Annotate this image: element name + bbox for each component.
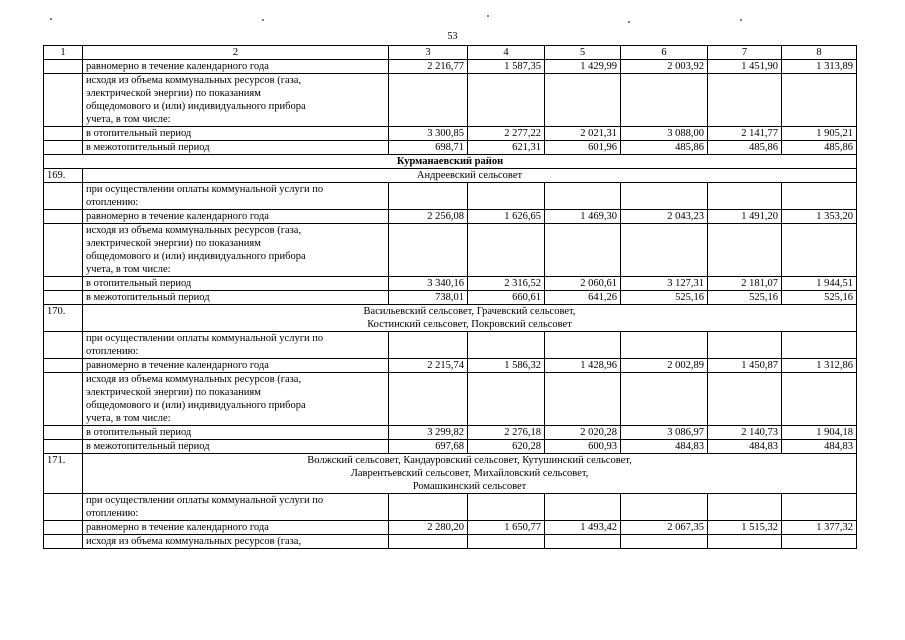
value-cell: [545, 183, 621, 210]
value-cell: 621,31: [468, 141, 545, 155]
value-cell: 1 650,77: [468, 521, 545, 535]
value-cell: 1 491,20: [708, 210, 782, 224]
row-number-cell: [44, 521, 83, 535]
label-line: при осуществлении оплаты коммунальной услуги по: [86, 333, 324, 344]
value-cell: [708, 224, 782, 277]
row-number-cell: [44, 373, 83, 426]
table-row: [44, 494, 857, 521]
label-line: исходя из объема коммунальных ресурсов (газа,: [86, 75, 302, 86]
row-number-cell: [44, 210, 83, 224]
value-cell: 1 515,32: [708, 521, 782, 535]
value-cell: [782, 224, 857, 277]
value-cell: 2 316,52: [468, 277, 545, 291]
payment-mode-label: [83, 332, 389, 359]
settlement-line: Костинский сельсовет, Покровский сельсовет: [367, 319, 572, 330]
value-cell: 1 451,90: [708, 60, 782, 74]
value-cell: [621, 494, 708, 521]
off-heating-period-label: в межотопительный период: [83, 440, 389, 454]
value-cell: 1 586,32: [468, 359, 545, 373]
value-cell: [545, 494, 621, 521]
value-cell: [621, 224, 708, 277]
value-cell: [621, 332, 708, 359]
value-cell: 484,83: [782, 440, 857, 454]
value-cell: 1 587,35: [468, 60, 545, 74]
value-cell: 484,83: [708, 440, 782, 454]
row-number-cell: [44, 291, 83, 305]
value-cell: [782, 494, 857, 521]
row-number-cell: [44, 494, 83, 521]
value-cell: 1 469,30: [545, 210, 621, 224]
value-cell: [545, 535, 621, 549]
value-cell: 600,93: [545, 440, 621, 454]
scan-speck: [50, 18, 52, 20]
value-cell: 1 313,89: [782, 60, 857, 74]
entry-number: 171.: [44, 454, 83, 494]
value-cell: 620,28: [468, 440, 545, 454]
value-cell: 485,86: [708, 141, 782, 155]
value-cell: [621, 535, 708, 549]
column-number-cell: 4: [468, 46, 545, 60]
value-cell: [708, 74, 782, 127]
value-cell: 1 626,65: [468, 210, 545, 224]
column-number-cell: 2: [83, 46, 389, 60]
value-cell: [468, 332, 545, 359]
value-cell: 525,16: [621, 291, 708, 305]
value-cell: 1 429,99: [545, 60, 621, 74]
meter-basis-label: [83, 535, 389, 549]
value-cell: 3 299,82: [389, 426, 468, 440]
value-cell: 2 003,92: [621, 60, 708, 74]
value-cell: 2 277,22: [468, 127, 545, 141]
value-cell: [389, 183, 468, 210]
value-cell: 2 256,08: [389, 210, 468, 224]
value-cell: [782, 332, 857, 359]
table-row: [44, 224, 857, 277]
row-number-cell: [44, 183, 83, 210]
value-cell: [389, 535, 468, 549]
value-cell: 3 086,97: [621, 426, 708, 440]
row-number-cell: [44, 60, 83, 74]
value-cell: 2 020,28: [545, 426, 621, 440]
label-line: электрической энергии) по показаниям: [86, 387, 261, 398]
value-cell: [389, 373, 468, 426]
row-number-cell: [44, 141, 83, 155]
value-cell: 2 181,07: [708, 277, 782, 291]
value-cell: [782, 74, 857, 127]
settlement-row: [44, 454, 857, 494]
value-cell: 2 067,35: [621, 521, 708, 535]
table-row: [44, 183, 857, 210]
value-cell: [389, 332, 468, 359]
value-cell: 3 300,85: [389, 127, 468, 141]
meter-basis-label: [83, 373, 389, 426]
settlement-names: [83, 454, 857, 494]
scan-speck: [262, 19, 264, 21]
heating-period-label: в отопительный период: [83, 277, 389, 291]
label-line: исходя из объема коммунальных ресурсов (газа,: [86, 225, 302, 236]
column-number-cell: 6: [621, 46, 708, 60]
settlement-row: [44, 169, 857, 183]
column-number-cell: 8: [782, 46, 857, 60]
value-cell: [621, 373, 708, 426]
value-cell: [782, 535, 857, 549]
value-cell: 738,01: [389, 291, 468, 305]
value-cell: [389, 74, 468, 127]
value-cell: 1 944,51: [782, 277, 857, 291]
value-cell: 1 353,20: [782, 210, 857, 224]
settlement-line: Волжский сельсовет, Кандауровский сельсовет, Кутушинский сельсовет,: [307, 455, 632, 466]
table-row: [44, 74, 857, 127]
label-line: электрической энергии) по показаниям: [86, 238, 261, 249]
settlement-line: Васильевский сельсовет, Грачевский сельсовет,: [363, 306, 576, 317]
settlement-row: [44, 305, 857, 332]
value-cell: [782, 373, 857, 426]
table-row: [44, 535, 857, 549]
row-number-cell: [44, 426, 83, 440]
value-cell: [545, 224, 621, 277]
value-cell: 1 450,87: [708, 359, 782, 373]
table-row: [44, 426, 857, 440]
value-cell: 1 377,32: [782, 521, 857, 535]
label-line: учета, в том числе:: [86, 114, 171, 125]
settlement-line: Андреевский сельсовет: [416, 170, 523, 181]
value-cell: [708, 332, 782, 359]
uniform-payment-row-label: равномерно в течение календарного года: [83, 359, 389, 373]
value-cell: 697,68: [389, 440, 468, 454]
value-cell: [708, 183, 782, 210]
meter-basis-label: [83, 224, 389, 277]
table-row: [44, 291, 857, 305]
table-row: [44, 60, 857, 74]
value-cell: 2 280,20: [389, 521, 468, 535]
scan-speck: [487, 15, 489, 17]
row-number-cell: [44, 359, 83, 373]
row-number-cell: [44, 74, 83, 127]
label-line: учета, в том числе:: [86, 413, 171, 424]
table-row: [44, 521, 857, 535]
value-cell: 2 215,74: [389, 359, 468, 373]
row-number-cell: [44, 535, 83, 549]
label-line: отоплению:: [86, 508, 139, 519]
value-cell: 2 140,73: [708, 426, 782, 440]
settlement-line: Лаврентьевский сельсовет, Михайловский сельсовет,: [350, 468, 589, 479]
value-cell: 1 428,96: [545, 359, 621, 373]
value-cell: [468, 224, 545, 277]
value-cell: 660,61: [468, 291, 545, 305]
value-cell: [389, 224, 468, 277]
value-cell: [468, 373, 545, 426]
label-line: исходя из объема коммунальных ресурсов (газа,: [86, 536, 302, 547]
off-heating-period-label: в межотопительный период: [83, 291, 389, 305]
table-row: [44, 359, 857, 373]
table-row: [44, 332, 857, 359]
row-label: в отопительный период: [83, 127, 389, 141]
settlement-names: [83, 305, 857, 332]
value-cell: [708, 373, 782, 426]
table-row: [44, 127, 857, 141]
value-cell: 485,86: [782, 141, 857, 155]
value-cell: [621, 183, 708, 210]
label-line: отоплению:: [86, 197, 139, 208]
row-number-cell: [44, 127, 83, 141]
label-line: при осуществлении оплаты коммунальной услуги по: [86, 184, 324, 195]
table-row: [44, 277, 857, 291]
row-number-cell: [44, 332, 83, 359]
label-line: общедомового и (или) индивидуального прибора: [86, 251, 306, 262]
value-cell: 3 340,16: [389, 277, 468, 291]
value-cell: 2 002,89: [621, 359, 708, 373]
value-cell: 485,86: [621, 141, 708, 155]
column-number-cell: 3: [389, 46, 468, 60]
label-line: отоплению:: [86, 346, 139, 357]
uniform-payment-row-label: равномерно в течение календарного года: [83, 210, 389, 224]
entry-number: 170.: [44, 305, 83, 332]
value-cell: 698,71: [389, 141, 468, 155]
payment-mode-label: [83, 183, 389, 210]
column-number-cell: 1: [44, 46, 83, 60]
label-line: исходя из объема коммунальных ресурсов (газа,: [86, 374, 302, 385]
value-cell: 2 043,23: [621, 210, 708, 224]
row-label: равномерно в течение календарного года: [83, 60, 389, 74]
column-number-row: [44, 46, 857, 60]
value-cell: [545, 332, 621, 359]
label-line: при осуществлении оплаты коммунальной услуги по: [86, 495, 324, 506]
value-cell: [468, 74, 545, 127]
column-number-cell: 7: [708, 46, 782, 60]
payment-mode-label: [83, 494, 389, 521]
value-cell: [782, 183, 857, 210]
value-cell: 641,26: [545, 291, 621, 305]
value-cell: [468, 535, 545, 549]
table-row: [44, 210, 857, 224]
entry-number: 169.: [44, 169, 83, 183]
value-cell: 3 088,00: [621, 127, 708, 141]
column-number-cell: 5: [545, 46, 621, 60]
value-cell: [468, 183, 545, 210]
value-cell: 525,16: [782, 291, 857, 305]
value-cell: 1 493,42: [545, 521, 621, 535]
tariff-table: [43, 45, 857, 549]
value-cell: 1 905,21: [782, 127, 857, 141]
value-cell: 3 127,31: [621, 277, 708, 291]
table-row: [44, 440, 857, 454]
label-line: электрической энергии) по показаниям: [86, 88, 261, 99]
settlement-names: [83, 169, 857, 183]
page-number: 53: [447, 31, 458, 42]
value-cell: 2 021,31: [545, 127, 621, 141]
value-cell: 525,16: [708, 291, 782, 305]
value-cell: [708, 494, 782, 521]
value-cell: [621, 74, 708, 127]
district-name: Курманаевский район: [44, 155, 857, 169]
value-cell: 2 276,18: [468, 426, 545, 440]
value-cell: [545, 373, 621, 426]
value-cell: [468, 494, 545, 521]
uniform-payment-row-label: равномерно в течение календарного года: [83, 521, 389, 535]
label-line: общедомового и (или) индивидуального прибора: [86, 400, 306, 411]
meter-basis-label: [83, 74, 389, 127]
value-cell: 1 904,18: [782, 426, 857, 440]
district-row: [44, 155, 857, 169]
value-cell: 2 060,61: [545, 277, 621, 291]
value-cell: 484,83: [621, 440, 708, 454]
value-cell: 2 216,77: [389, 60, 468, 74]
row-number-cell: [44, 277, 83, 291]
row-number-cell: [44, 440, 83, 454]
row-label: в межотопительный период: [83, 141, 389, 155]
label-line: общедомового и (или) индивидуального прибора: [86, 101, 306, 112]
table-row: [44, 141, 857, 155]
label-line: учета, в том числе:: [86, 264, 171, 275]
scan-speck: [740, 19, 742, 21]
value-cell: [545, 74, 621, 127]
value-cell: [708, 535, 782, 549]
value-cell: 2 141,77: [708, 127, 782, 141]
table-row: [44, 373, 857, 426]
scan-speck: [628, 21, 630, 23]
value-cell: [389, 494, 468, 521]
heating-period-label: в отопительный период: [83, 426, 389, 440]
settlement-line: Ромашкинский сельсовет: [412, 481, 527, 492]
row-number-cell: [44, 224, 83, 277]
value-cell: 1 312,86: [782, 359, 857, 373]
value-cell: 601,96: [545, 141, 621, 155]
